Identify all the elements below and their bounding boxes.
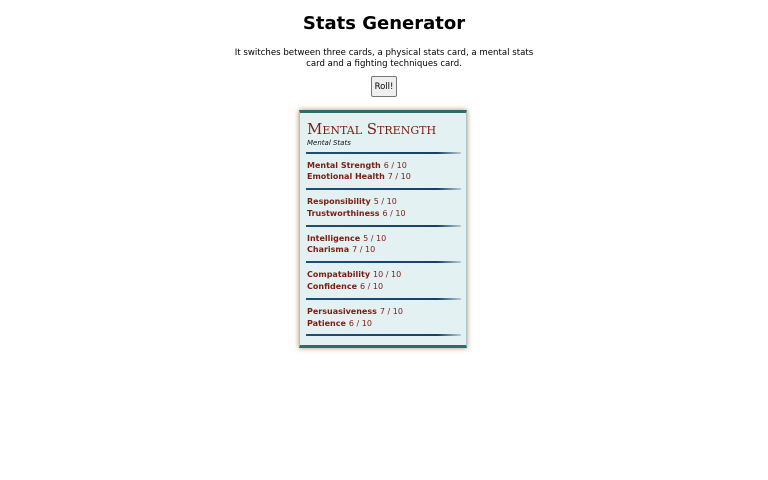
card-divider [306,188,461,190]
stat-value: 7 / 10 [379,307,403,316]
stat-name: Mental Strength [307,161,381,170]
stat-value: 5 / 10 [363,234,387,243]
stat-row [307,306,403,317]
stat-name: Charisma [307,245,350,254]
card-title: Mental Strength [307,120,437,138]
stat-value: 7 / 10 [387,172,411,181]
card-divider [306,225,461,227]
card-divider [306,334,461,336]
card-divider [306,261,461,263]
stat-value: 7 / 10 [352,245,376,254]
stat-name: Emotional Health [307,172,385,181]
card-subtitle: Mental Stats [307,139,351,147]
stat-name: Compatability [307,270,371,279]
stat-value: 6 / 10 [348,319,372,328]
stats-card [299,110,467,348]
stat-value: 6 / 10 [360,282,384,291]
card-divider [306,152,461,154]
stat-name: Trustworthiness [307,209,380,218]
stat-value: 5 / 10 [373,197,397,206]
stat-row [307,196,397,207]
stat-row [307,171,411,182]
page-title: Stats Generator [302,13,466,34]
stat-row [307,269,401,280]
stat-name: Responsibility [307,197,371,206]
stat-name: Persuasiveness [307,307,377,316]
stat-row [307,244,375,255]
card-divider [306,298,461,300]
stat-row [307,160,407,171]
stat-row [307,208,406,219]
roll-button[interactable]: Roll! [371,76,397,97]
stat-value: 6 / 10 [382,209,406,218]
stat-name: Intelligence [307,234,361,243]
stat-row [307,281,383,292]
stat-value: 10 / 10 [373,270,402,279]
stat-name: Patience [307,319,346,328]
stat-name: Confidence [307,282,358,291]
stat-row [307,318,372,329]
stat-row [307,233,386,244]
page-description: It switches between three cards, a physical stats card, a mental stats card and a fighting techniques card. [234,48,534,69]
stat-value: 6 / 10 [383,161,407,170]
